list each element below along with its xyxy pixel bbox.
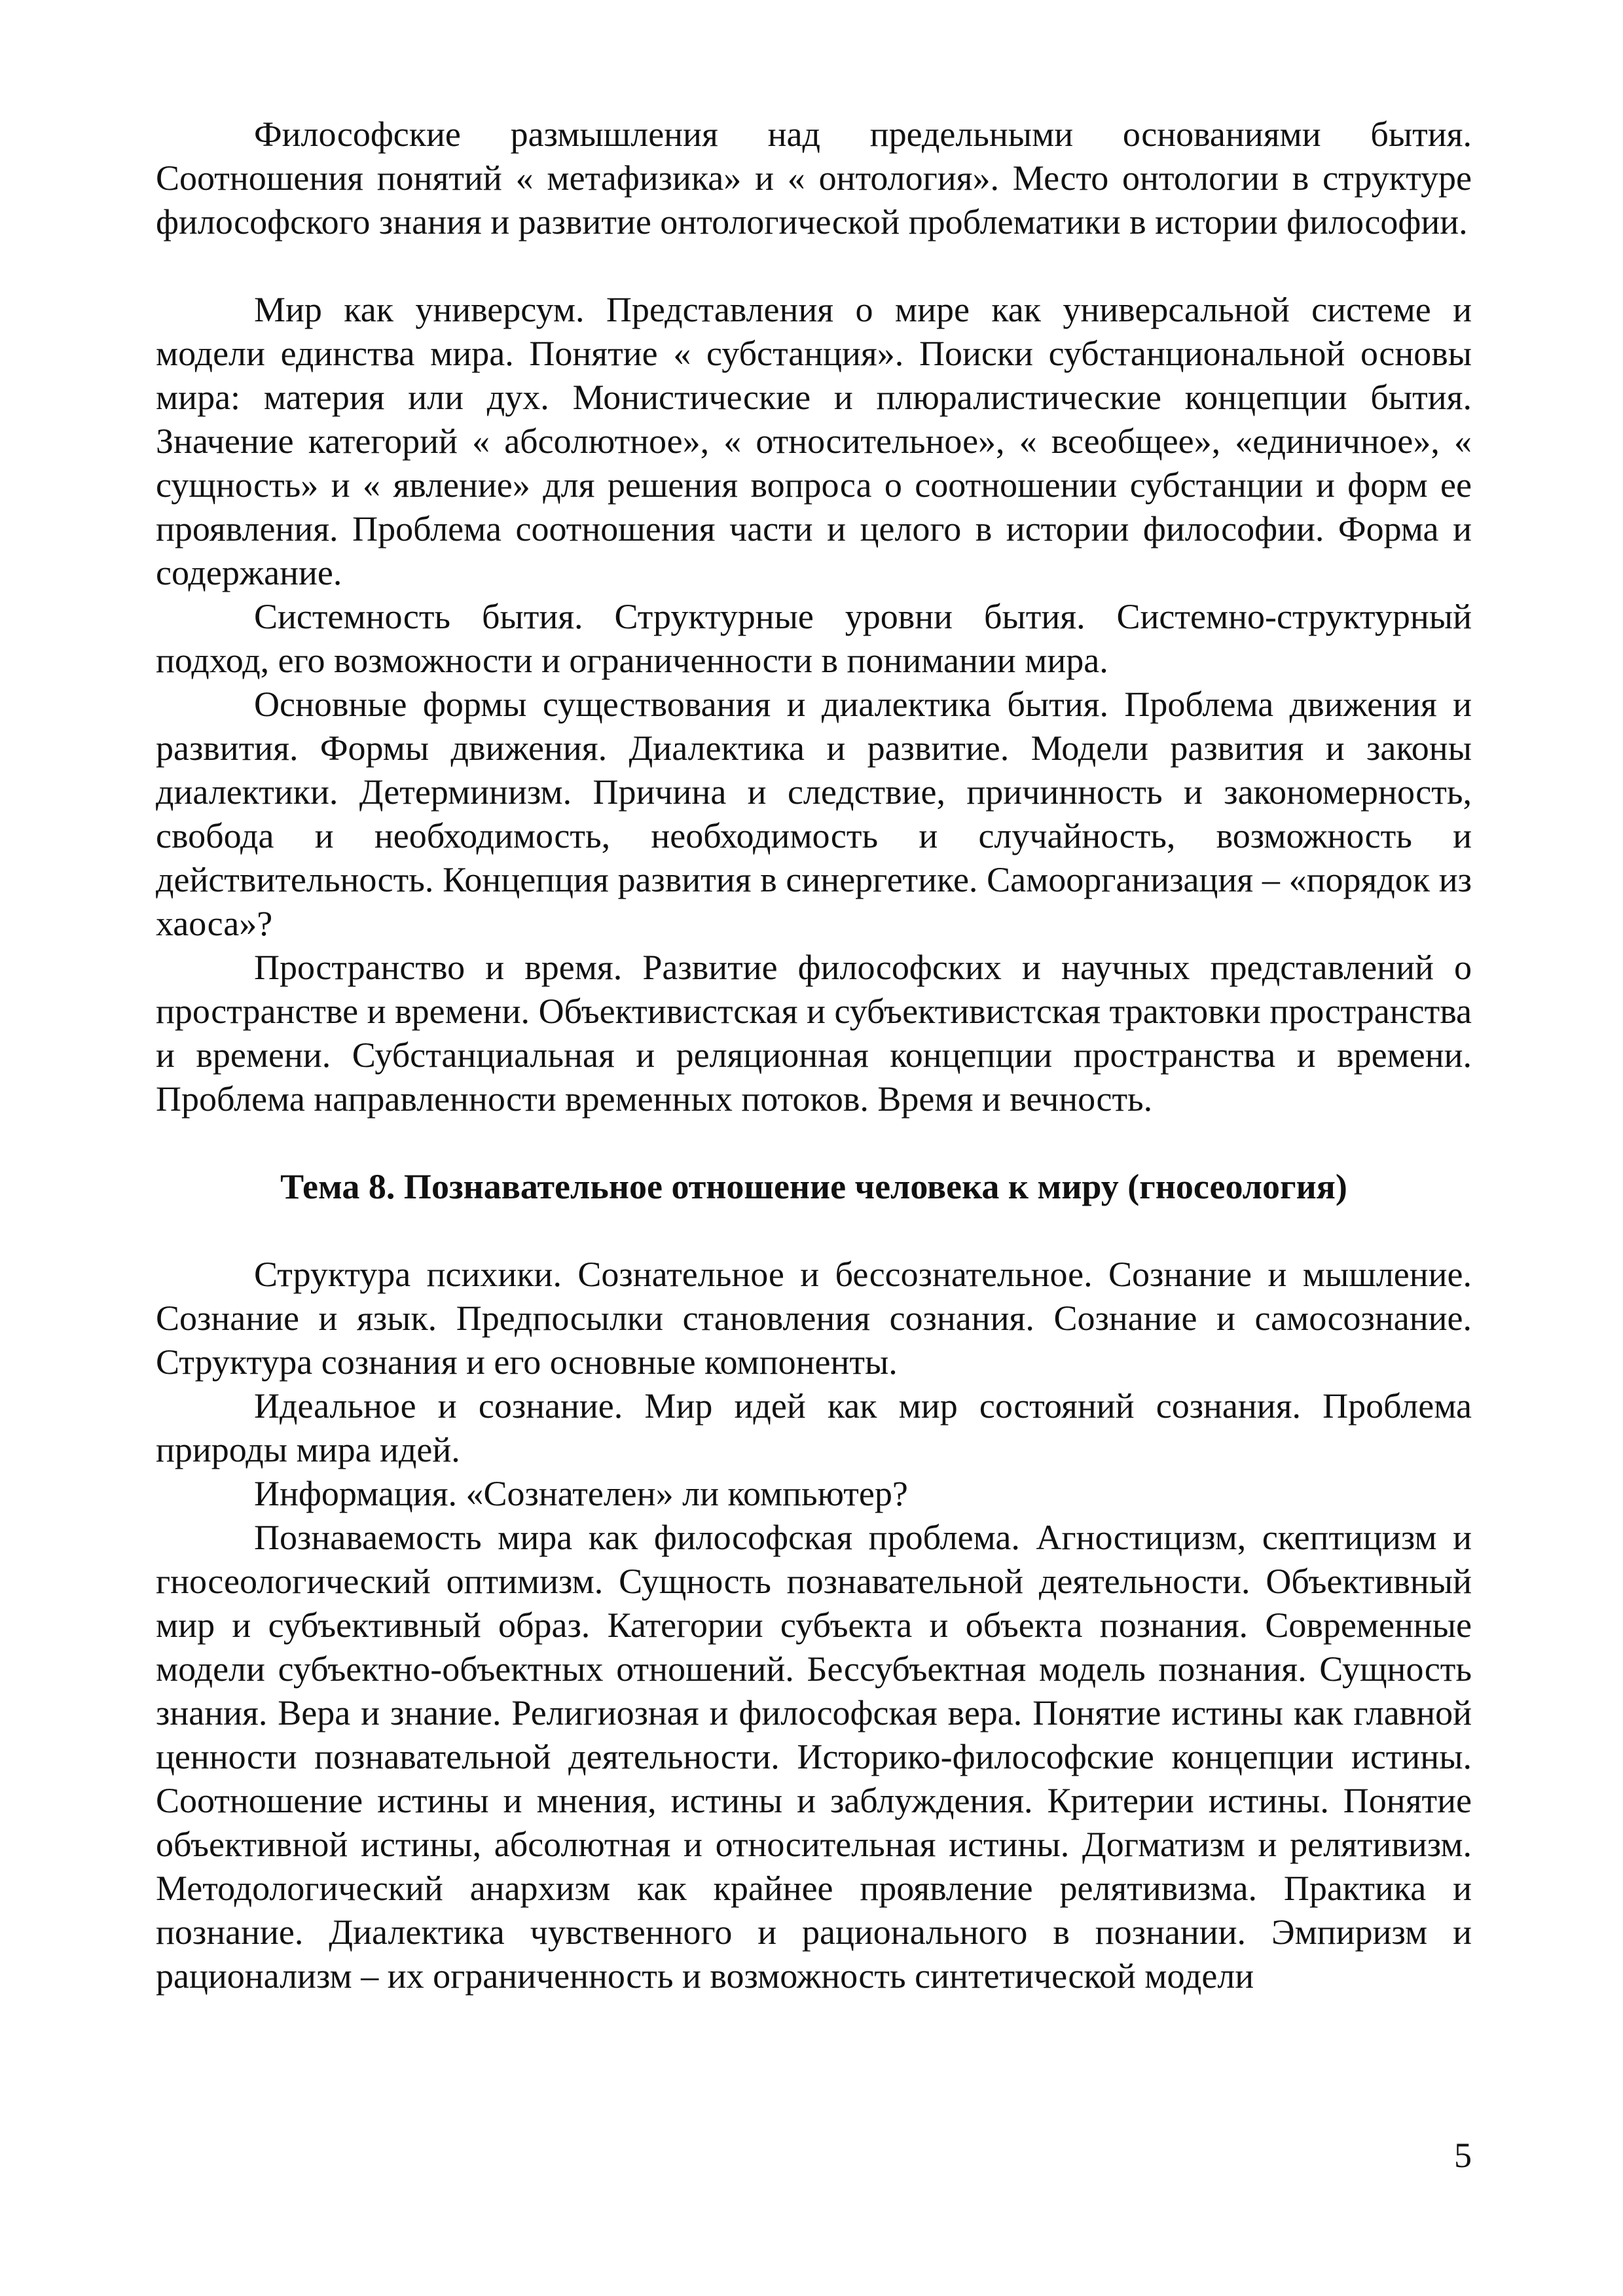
page-number: 5 [1454, 2136, 1472, 2175]
paragraph-gap [156, 1121, 1472, 1165]
paragraph-forms-dialectics: Основные формы существования и диалектика бытия. Проблема движения и развития. Формы движения. Диалектика и развитие. Модели развития и законы диалектики. Детерминизм. Причина и следствие, причинность и закономерность, свобода и необходимость, необходимость и случайность, возможность и действительность. Концепция развития в синергетике. Самоорганизация – «порядок из хаоса»? [156, 685, 1472, 943]
paragraph-information: Информация. «Сознателен» ли компьютер? [254, 1474, 908, 1513]
section-heading: Тема 8. Познавательное отношение человека к миру (гносеология) [280, 1167, 1347, 1206]
paragraph-gap [156, 244, 1472, 288]
paragraph-systemness: Системность бытия. Структурные уровни бытия. Системно-структурный подход, его возможности и ограниченности в понимании мира. [156, 597, 1472, 680]
paragraph-ontology-intro: Философские размышления над предельными основаниями бытия. Соотношения понятий « метафизика» и « онтология». Место онтологии в структуре философского знания и развитие онтологической проблематики в истории философии. [156, 115, 1472, 242]
paragraph-gap [156, 1209, 1472, 1253]
paragraph-psyche-structure: Структура психики. Сознательное и бессознательное. Сознание и мышление. Сознание и язык. Предпосылки становления сознания. Сознание и самосознание. Структура сознания и его основные компоненты. [156, 1255, 1472, 1382]
paragraph-cognizability: Познаваемость мира как философская проблема. Агностицизм, скептицизм и гносеологический оптимизм. Сущность познавательной деятельности. Объективный мир и субъективный образ. Категории субъекта и объекта познания. Современные модели субъектно-объектных отношений. Бессубъектная модель познания. Сущность знания. Вера и знание. Религиозная и философская вера. Понятие истины как главной ценности познавательной деятельности. Историко-философские концепции истины. Соотношение истины и мнения, истины и заблуждения. Критерии истины. Понятие объективной истины, абсолютная и относительная истины. Догматизм и релятивизм. Методологический анархизм как крайнее проявление релятивизма. Практика и познание. Диалектика чувственного и рационального в познании. Эмпиризм и рационализм – их ограниченность и возможность синтетической модели [156, 1518, 1472, 1996]
paragraph-ideal-consciousness: Идеальное и сознание. Мир идей как мир состояний сознания. Проблема природы мира идей. [156, 1386, 1472, 1469]
page-content [156, 113, 1472, 1998]
paragraph-space-time: Пространство и время. Развитие философских и научных представлений о пространстве и времени. Объективистская и субъективистская трактовки пространства и времени. Субстанциальная и реляционная концепции пространства и времени. Проблема направленности временных потоков. Время и вечность. [156, 948, 1472, 1119]
paragraph-world-universum: Мир как универсум. Представления о мире как универсальной системе и модели единства мира. Понятие « субстанция». Поиски субстанциональной основы мира: материя или дух. Монистические и плюралистические концепции бытия. Значение категорий « абсолютное», « относительное», « всеобщее», «единичное», « сущность» и « явление» для решения вопроса о соотношении субстанции и форм ее проявления. Проблема соотношения части и целого в истории философии. Форма и содержание. [156, 290, 1472, 592]
